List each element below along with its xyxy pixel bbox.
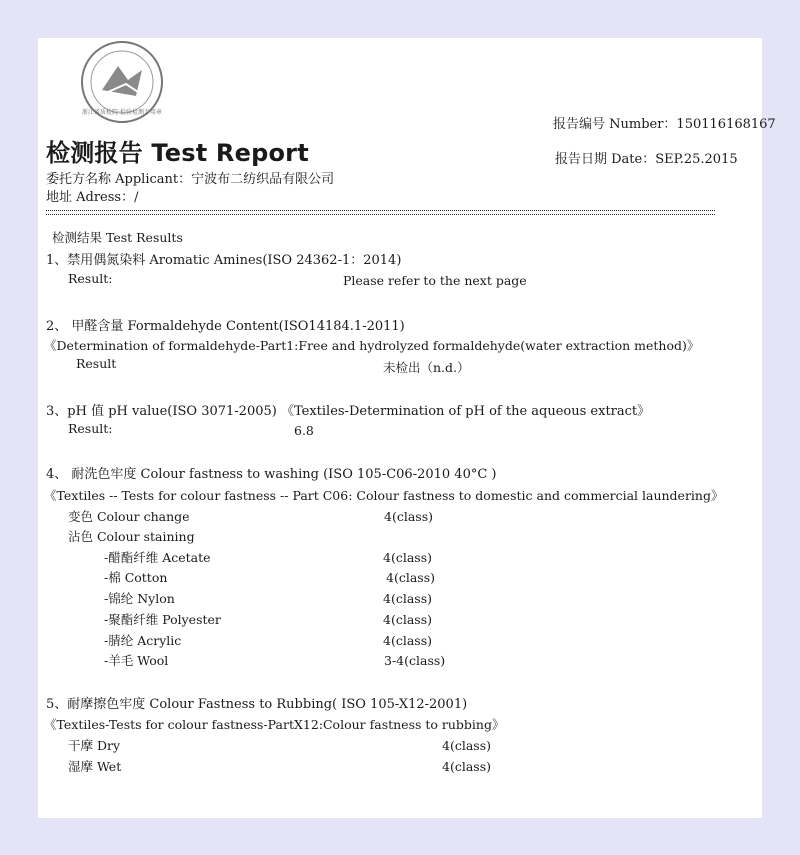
- result-value: 未检出（n.d.）: [383, 360, 470, 375]
- staining-fibre-label: -聚酯纤维 Polyester: [104, 612, 221, 627]
- section-heading: 1、禁用偶氮染料 Aromatic Amines(ISO 24362-1：2014): [46, 253, 402, 268]
- result-label: Result:: [68, 271, 113, 286]
- staining-fibre-value: 4(class): [383, 633, 432, 648]
- applicant: 委托方名称 Applicant：宁波布二纺织品有限公司: [46, 172, 335, 187]
- rubbing-label: 湿摩 Wet: [68, 759, 122, 774]
- staining-fibre-label: -羊毛 Wool: [104, 653, 169, 668]
- separator-line: [46, 214, 715, 215]
- report-number: 报告编号 Number：150116168167: [553, 117, 776, 132]
- separator-line: [46, 210, 715, 211]
- section-subtitle: 《Textiles-Tests for colour fastness-PartX12:Colour fastness to rubbing》: [44, 717, 505, 732]
- staining-fibre-label: -锦纶 Nylon: [104, 591, 175, 606]
- section-heading: 5、耐摩擦色牢度 Colour Fastness to Rubbing( ISO 105-X12-2001): [46, 697, 468, 712]
- results-heading: 检测结果 Test Results: [52, 230, 183, 245]
- report-date: 报告日期 Date：SEP.25.2015: [555, 152, 738, 167]
- staining-fibre-value: 4(class): [383, 612, 432, 627]
- staining-fibre-value: 3-4(class): [384, 653, 446, 668]
- result-label: Result: [76, 356, 117, 371]
- address: 地址 Adress：/: [46, 190, 139, 205]
- page-title: 检测报告 Test Report: [46, 139, 309, 167]
- staining-fibre-value: 4(class): [386, 570, 435, 585]
- colour-change-label: 变色 Colour change: [68, 509, 190, 524]
- colour-change-value: 4(class): [384, 509, 433, 524]
- rubbing-value: 4(class): [442, 738, 491, 753]
- inspection-seal-icon: [80, 40, 164, 124]
- result-label: Result:: [68, 421, 113, 436]
- section-heading: 4、 耐洗色牢度 Colour fastness to washing (ISO 105-C06-2010 40°C ): [46, 467, 497, 482]
- staining-fibre-value: 4(class): [383, 550, 432, 565]
- section-heading: 2、 甲醛含量 Formaldehyde Content(ISO14184.1-2011): [46, 319, 405, 334]
- section-subtitle: 《Determination of formaldehyde-Part1:Free and hydrolyzed formaldehyde(water extraction method)》: [44, 338, 700, 353]
- section-heading: 3、pH 值 pH value(ISO 3071-2005) 《Textiles-Determination of pH of the aqueous extract》: [46, 404, 651, 419]
- rubbing-value: 4(class): [442, 759, 491, 774]
- staining-fibre-value: 4(class): [383, 591, 432, 606]
- result-value: 6.8: [294, 423, 314, 438]
- section-subtitle: 《Textiles -- Tests for colour fastness -- Part C06: Colour fastness to domestic and commercial laundering》: [44, 488, 724, 503]
- staining-fibre-label: -醋酯纤维 Acetate: [104, 550, 211, 565]
- staining-fibre-label: -腈纶 Acrylic: [104, 633, 182, 648]
- seal-caption: 浙江省质检院·检验检测专用章: [82, 109, 162, 116]
- result-value: Please refer to the next page: [343, 273, 527, 288]
- report-sheet: [38, 38, 776, 818]
- staining-fibre-label: -棉 Cotton: [104, 570, 168, 585]
- rubbing-label: 干摩 Dry: [68, 738, 121, 753]
- staining-label: 沾色 Colour staining: [68, 529, 195, 544]
